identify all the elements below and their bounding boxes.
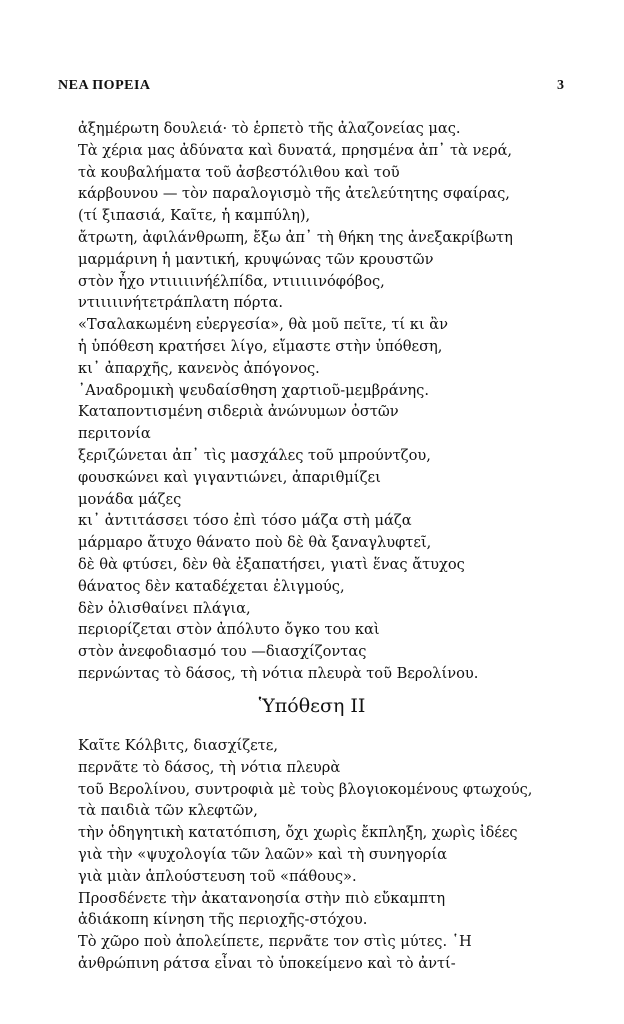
poem-line: Προσδένετε τὴν ἀκατανοησία στὴν πιὸ εὔκαμπτη bbox=[78, 889, 446, 907]
poem-line: κάρβουνου — τὸν παραλογισμὸ τῆς ἀτελεύτητης σφαίρας, bbox=[78, 185, 510, 203]
poem-line: ἀξημέρωτη δουλειά· τὸ ἑρπετὸ τῆς ἀλαζονείας μας. bbox=[78, 120, 461, 137]
poem-line: (τί ξιπασιά, Καῖτε, ἡ καμπύλη), bbox=[78, 207, 311, 225]
poem-line: ξεριζώνεται ἀπ᾿ τὶς μασχάλες τοῦ μπρούντζου, bbox=[78, 446, 431, 464]
poem-line: τὴν ὁδηγητικὴ κατατόπιση, ὄχι χωρὶς ἔκπληξη, χωρὶς ἰδέες bbox=[78, 824, 518, 842]
poem-line: στὸν ἀνεφοδιασμό του —διασχίζοντας bbox=[78, 643, 367, 661]
poem-line: γιὰ μιὰν ἁπλούστευση τοῦ «πάθους». bbox=[78, 867, 357, 885]
page-number: 3 bbox=[557, 78, 564, 93]
poem-line: μονάδα μάζες bbox=[78, 490, 182, 508]
poem-line: περιτονία bbox=[78, 425, 151, 443]
poem-line: κι᾿ ἀντιτάσσει τόσο ἐπὶ τόσο μάζα στὴ μάζα bbox=[78, 512, 412, 530]
poem-line: θάνατος δὲν καταδέχεται ἐλιγμούς, bbox=[78, 577, 345, 595]
poem-part-1 bbox=[78, 118, 578, 685]
poem-line: Καῖτε Κόλβιτς, διασχίζετε, bbox=[78, 737, 279, 754]
poem-line: περιορίζεται στὸν ἀπόλυτο ὄγκο του καὶ bbox=[78, 621, 380, 639]
poem-line: τοῦ Βερολίνου, συντροφιὰ μὲ τοὺς βλογιοκομένους φτωχούς, bbox=[78, 780, 533, 798]
poem-line: Τὰ χέρια μας ἀδύνατα καὶ δυνατά, πρησμένα ἀπ᾿ τὰ νερά, bbox=[78, 141, 513, 159]
poem-line: τὰ παιδιὰ τῶν κλεφτῶν, bbox=[78, 802, 258, 820]
poem-line: δὲ θὰ φτύσει, δὲν θὰ ἐξαπατήσει, γιατὶ ἕνας ἄτυχος bbox=[78, 555, 465, 573]
poem-line: μάρμαρο ἄτυχο θάνατο ποὺ δὲ θὰ ξαναγλυφτεῖ, bbox=[78, 534, 432, 552]
poem-line: μαρμάρινη ἡ μαντική, κρυψώνας τῶν κρουστῶν bbox=[78, 250, 434, 268]
poem-line: δὲν ὀλισθαίνει πλάγια, bbox=[78, 599, 251, 617]
poem-line: ἀνθρώπινη ράτσα εἶναι τὸ ὑποκείμενο καὶ τὸ ἀντί- bbox=[78, 954, 456, 972]
poem-line: Τὸ χῶρο ποὺ ἀπολείπετε, περνᾶτε τον στὶς μύτες. ῾Η bbox=[78, 933, 472, 951]
poem-line: ἄτρωτη, ἀφιλάνθρωπη, ἔξω ἀπ᾿ τὴ θήκη της ἀνεξακρίβωτη bbox=[78, 228, 513, 246]
poem-line: ντιιιιινήτετράπλατη πόρτα. bbox=[78, 294, 283, 312]
poem-line: Καταποντισμένη σιδεριὰ ἀνώνυμων ὀστῶν bbox=[78, 403, 399, 421]
poem-line: τὰ κουβαλήματα τοῦ ἀσβεστόλιθου καὶ τοῦ bbox=[78, 163, 400, 181]
poem-line: «Τσαλακωμένη εὐεργεσία», θὰ μοῦ πεῖτε, τί κι ἂν bbox=[78, 316, 448, 334]
poem-line: ἀδιάκοπη κίνηση τῆς περιοχῆς-στόχου. bbox=[78, 911, 368, 929]
page-header bbox=[58, 78, 564, 102]
poem-line: ᾿Αναδρομικὴ ψευδαίσθηση χαρτιοῦ-μεμβράνης. bbox=[78, 381, 429, 399]
poem-line: κι᾿ ἀπαρχῆς, κανενὸς ἀπόγονος. bbox=[78, 359, 320, 377]
poem-line: περνώντας τὸ δάσος, τὴ νότια πλευρὰ τοῦ Βερολίνου. bbox=[78, 664, 479, 682]
poem-line: περνᾶτε τὸ δάσος, τὴ νότια πλευρὰ bbox=[78, 758, 341, 776]
section-title: Ὑπόθεση ΙΙ bbox=[258, 695, 366, 717]
poem-line: γιὰ τὴν «ψυχολογία τῶν λαῶν» καὶ τὴ συνηγορία bbox=[78, 845, 447, 863]
running-title: ΝΕΑ ΠΟΡΕΙΑ bbox=[58, 78, 151, 93]
poem-line: στὸν ἦχο ντιιιιινήέλπίδα, ντιιιιινόφόβος, bbox=[78, 272, 385, 290]
poem-part-2 bbox=[78, 735, 578, 975]
poem-line: ἡ ὑπόθεση κρατήσει λίγο, εἴμαστε στὴν ὑπόθεση, bbox=[78, 337, 443, 355]
poem-line: φουσκώνει καὶ γιγαντιώνει, ἀπαριθμίζει bbox=[78, 468, 381, 486]
